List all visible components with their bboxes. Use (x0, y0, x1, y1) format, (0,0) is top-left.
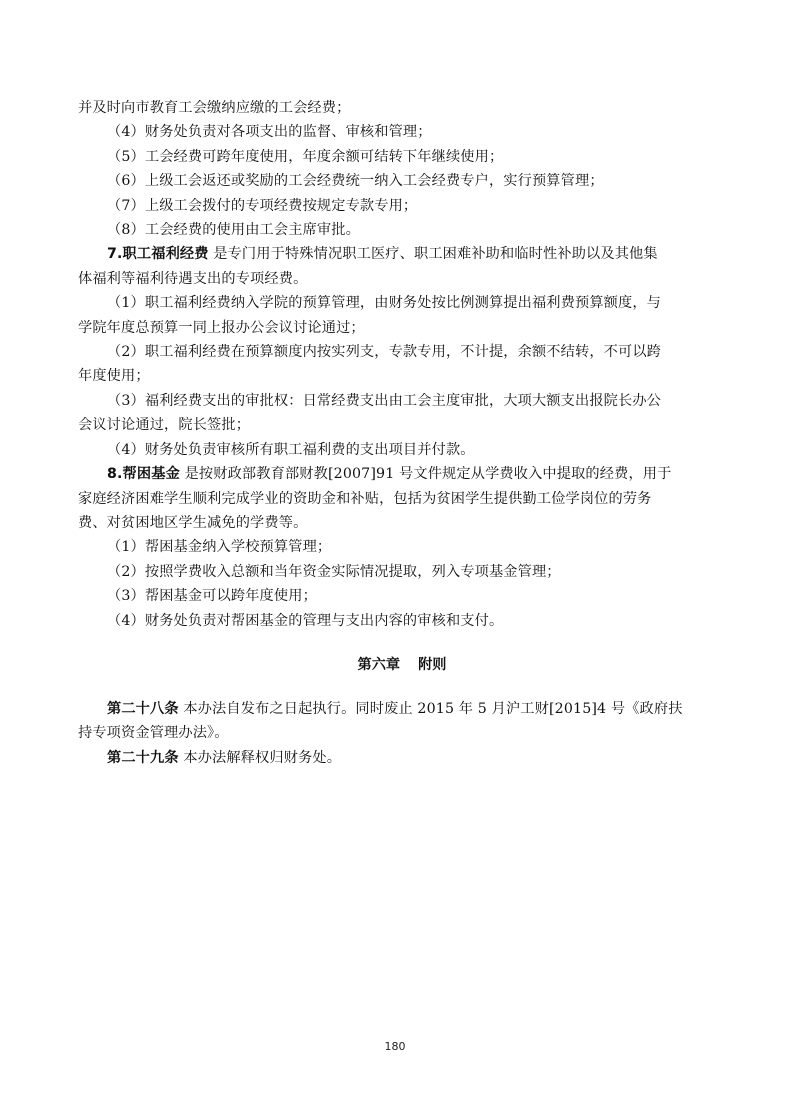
article-text: 本办法解释权归财务处。 (178, 749, 342, 766)
list-item: （2）按照学费收入总额和当年资金实际情况提取，列入专项基金管理； (107, 563, 561, 580)
list-item: （4）财务处负责对各项支出的监督、审核和管理； (107, 124, 432, 141)
paragraph-line: 持专项资金管理办法》。 (78, 725, 229, 742)
paragraph-line: 会议讨论通过，院长签批； (78, 417, 251, 434)
list-item: （3）帮困基金可以跨年度使用； (107, 588, 317, 605)
paragraph-line: 体福利等福利待遇支出的专项经费。 (78, 270, 308, 287)
list-item: （2）职工福利经费在预算额度内按实列支，专款专用，不计提，余额不结转，不可以跨 (107, 344, 662, 361)
section-heading: 8.帮困基金 (107, 466, 180, 483)
section-heading-line (78, 242, 718, 266)
chapter-number: 第六章 (357, 656, 401, 673)
article-line (78, 697, 718, 721)
page-number: 180 (384, 1040, 406, 1053)
article-heading: 第二十九条 (107, 749, 179, 766)
list-item: （1）职工福利经费纳入学院的预算管理，由财务处按比例测算提出福利费预算额度，与 (107, 295, 662, 312)
paragraph-line: 并及时向市教育工会缴纳应缴的工会经费； (78, 100, 351, 116)
paragraph-line: 学院年度总预算一同上报办公会议讨论通过； (78, 319, 365, 336)
article-text: 本办法自发布之日起执行。同时废止 2015 年 5 月沪工财[2015]4 号《政府扶 (178, 700, 683, 717)
list-item: （1）帮困基金纳入学校预算管理； (107, 539, 332, 556)
article-line (78, 746, 718, 770)
section-text: 是专门用于特殊情况职工医疗、职工困难补助和临时性补助以及其他集 (208, 246, 658, 263)
list-item: （6）上级工会返还或奖励的工会经费统一纳入工会经费专户，实行预算管理； (107, 173, 604, 190)
list-item: （4）财务处负责对帮困基金的管理与支出内容的审核和支付。 (107, 612, 504, 629)
article-heading: 第二十八条 (107, 700, 179, 717)
chapter-title: 附则 (418, 656, 447, 673)
paragraph-line: 费、对贫困地区学生减免的学费等。 (78, 514, 308, 531)
paragraph-line: 家庭经济困难学生顺利完成学业的资助金和补贴，包括为贫困学生提供勤工俭学岗位的劳务 (78, 490, 652, 507)
section-heading: 7.职工福利经费 (107, 246, 209, 263)
list-item: （8）工会经费的使用由工会主席审批。 (107, 222, 360, 239)
list-item: （3）福利经费支出的审批权：日常经费支出由工会主度审批，大项大额支出报院长办公 (107, 392, 662, 409)
document-page (78, 96, 718, 770)
list-item: （7）上级工会拨付的专项经费按规定专款专用； (107, 197, 418, 214)
section-heading-line (78, 462, 718, 486)
list-item: （5）工会经费可跨年度使用，年度余额可结转下年继续使用； (107, 148, 504, 165)
list-item: （4）财务处负责审核所有职工福利费的支出项目并付款。 (107, 441, 475, 458)
paragraph-line: 年度使用； (78, 368, 150, 385)
section-text: 是按财政部教育部财教[2007]91 号文件规定从学费收入中提取的经费，用于 (179, 466, 672, 483)
chapter-heading (78, 653, 718, 677)
